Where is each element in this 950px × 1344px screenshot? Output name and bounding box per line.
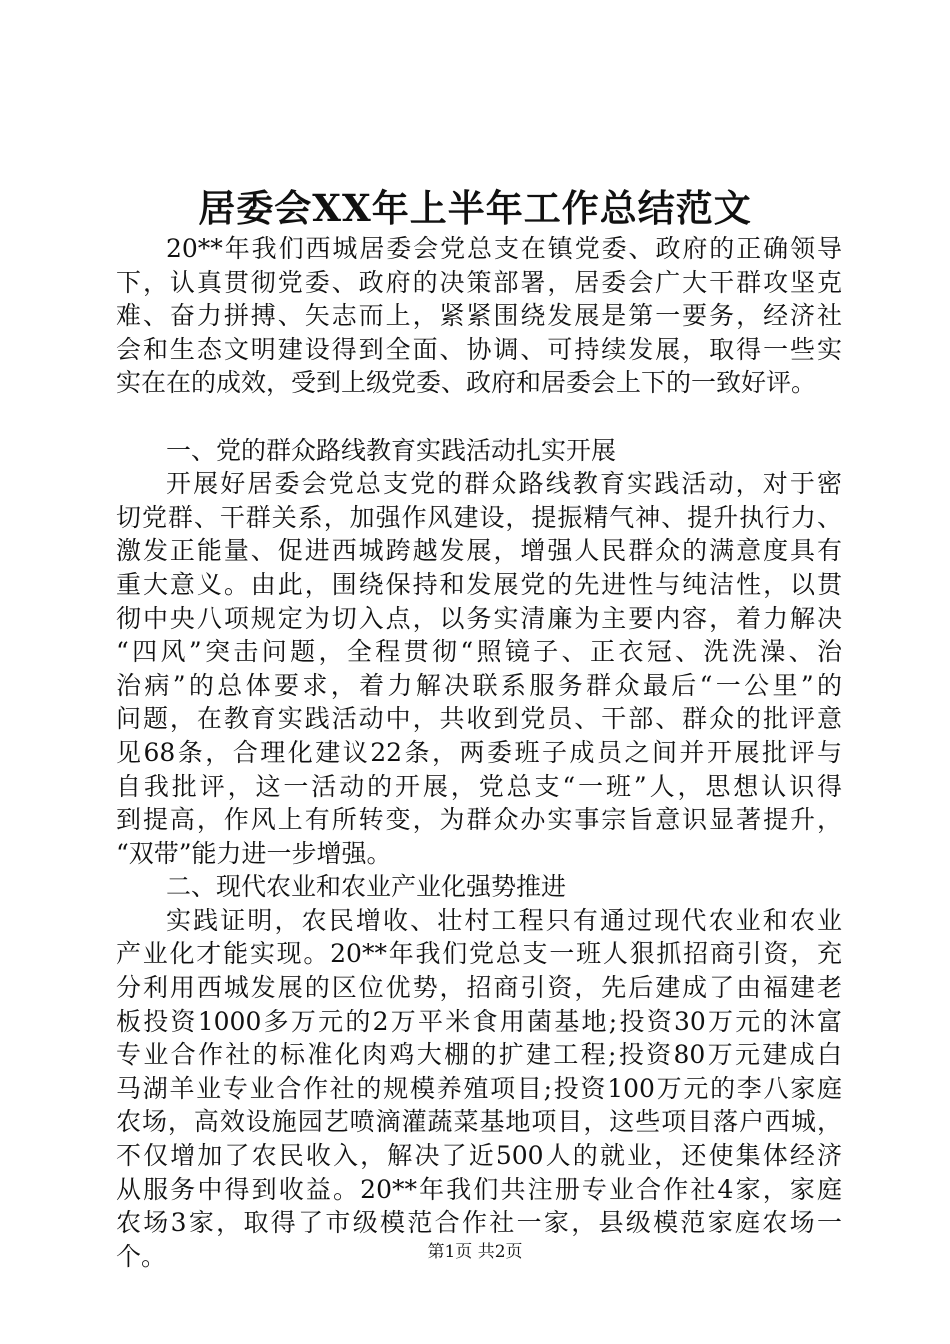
document-body [116, 232, 842, 1273]
text-line: 见68条，合理化建议22条，两委班子成员之间并开展批评与 [116, 737, 842, 767]
text-line: 产业化才能实现。20**年我们党总支一班人狠抓招商引资，充 [116, 939, 842, 969]
page-footer: 第1页 共2页 [427, 1242, 523, 1262]
text-line: 个。 [116, 1241, 167, 1271]
text-line: 农场，高效设施园艺喷滴灌蔬菜基地项目，这些项目落户西城， [116, 1107, 842, 1137]
text-line: 下，认真贯彻党委、政府的决策部署，居委会广大干群攻坚克 [116, 267, 842, 297]
text-line: 板投资1000多万元的2万平米食用菌基地;投资30万元的沐富 [116, 1006, 842, 1036]
text-line: 彻中央八项规定为切入点，以务实清廉为主要内容，着力解决 [116, 603, 842, 633]
text-line: 实在在的成效，受到上级党委、政府和居委会上下的一致好评。 [116, 368, 817, 398]
text-line: 实践证明，农民增收、壮村工程只有通过现代农业和农业 [166, 905, 842, 935]
text-line: 问题，在教育实践活动中，共收到党员、干部、群众的批评意 [116, 704, 842, 734]
text-line: 马湖羊业专业合作社的规模养殖项目;投资100万元的李八家庭 [116, 1073, 842, 1103]
section-heading-1: 一、党的群众路线教育实践活动扎实开展 [166, 435, 617, 465]
text-line: 不仅增加了农民收入，解决了近500人的就业，还使集体经济 [116, 1141, 842, 1171]
text-line: 激发正能量、促进西城跨越发展，增强人民群众的满意度具有 [116, 536, 842, 566]
text-line: 开展好居委会党总支党的群众路线教育实践活动，对于密 [166, 469, 842, 499]
text-line: 农场3家，取得了市级模范合作社一家，县级模范家庭农场一 [116, 1208, 842, 1238]
paragraph-section-1 [116, 467, 842, 870]
text-line: 到提高，作风上有所转变，为群众办实事宗旨意识显著提升， [116, 805, 842, 835]
text-line: 会和生态文明建设得到全面、协调、可持续发展，取得一些实 [116, 334, 842, 364]
text-line: “双带”能力进一步增强。 [116, 838, 392, 868]
text-line: 分利用西城发展的区位优势，招商引资，先后建成了由福建老 [116, 973, 842, 1003]
text-line: 重大意义。由此，围绕保持和发展党的先进性与纯洁性，以贯 [116, 569, 842, 599]
text-line: 难、奋力拼搏、矢志而上，紧紧围绕发展是第一要务，经济社 [116, 301, 842, 331]
text-line: 切党群、干群关系，加强作风建设，提振精气神、提升执行力、 [116, 502, 842, 532]
paragraph-intro [116, 232, 842, 400]
text-line: 自我批评，这一活动的开展，党总支“一班”人，思想认识得 [116, 771, 842, 801]
page-title: 居委会XX年上半年工作总结范文 [198, 186, 752, 230]
text-line: 专业合作社的标准化肉鸡大棚的扩建工程;投资80万元建成白 [116, 1040, 842, 1070]
text-line: 从服务中得到收益。20**年我们共注册专业合作社4家，家庭 [116, 1174, 842, 1204]
section-heading-2: 二、现代农业和农业产业化强势推进 [166, 872, 567, 902]
paragraph-spacer [116, 400, 842, 434]
paragraph-section-2 [116, 904, 842, 1274]
text-line: 治病”的总体要求，着力解决联系服务群众最后“一公里”的 [116, 670, 842, 700]
text-line: 20**年我们西城居委会党总支在镇党委、政府的正确领导 [166, 234, 842, 263]
text-line: “四风”突击问题，全程贯彻“照镜子、正衣冠、洗洗澡、治 [116, 637, 842, 667]
